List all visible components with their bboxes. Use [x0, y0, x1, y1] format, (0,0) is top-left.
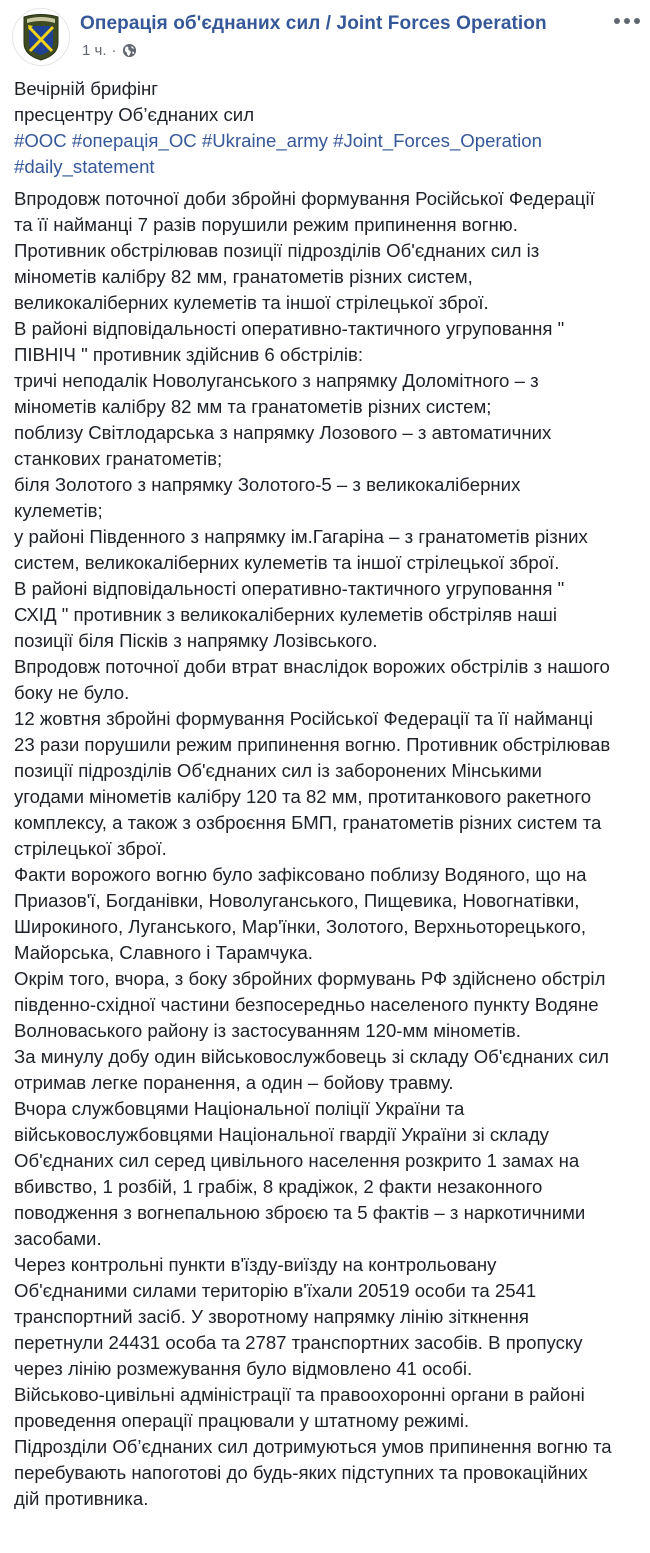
text-line: станкових гранатометів; — [14, 448, 223, 469]
text-line: позиції біля Пісків з напрямку Лозівського. — [14, 630, 378, 651]
post-timestamp[interactable]: 1 ч. — [82, 42, 107, 59]
more-dot-icon — [634, 18, 640, 24]
post-header — [0, 0, 650, 72]
text-line: Через контрольні пункти в'їзду-виїзду на контрольовану — [14, 1254, 497, 1275]
post-meta — [82, 42, 137, 59]
text-line: Волноваського району із застосуванням 120-мм мінометів. — [14, 1020, 521, 1041]
text-line: Вчора службовцями Національної поліції України та — [14, 1098, 465, 1119]
more-dot-icon — [624, 18, 630, 24]
text-line: Майорська, Славного і Тарамчука. — [14, 942, 313, 963]
post-intro — [14, 76, 636, 128]
text-line: у районі Південного з напрямку ім.Гагаріна – з гранатометів різних — [14, 526, 588, 547]
text-line: засобами. — [14, 1228, 102, 1249]
text-line: перетнули 24431 особа та 2787 транспортних засобів. В пропуску — [14, 1332, 583, 1353]
text-line: 23 рази порушили режим припинення вогню. Противник обстрілював — [14, 734, 611, 755]
hashtag-list — [14, 128, 636, 180]
text-line: проведення операції працювали у штатному режимі. — [14, 1410, 470, 1431]
page-avatar[interactable] — [12, 8, 70, 66]
text-line: В районі відповідальності оперативно-тактичного угруповання " — [14, 318, 565, 339]
text-line: Широкиного, Луганського, Мар'їнки, Золотого, Верхньоторецького, — [14, 916, 587, 937]
text-line: Окрім того, вчора, з боку збройних формувань РФ здійснено обстріл — [14, 968, 606, 989]
hashtag-line — [14, 128, 636, 154]
text-line: поблизу Світлодарська з напрямку Лозового – з автоматичних — [14, 422, 552, 443]
text-line: тричі неподалік Новолуганського з напрямку Доломітного – з — [14, 370, 539, 391]
post-statement-text — [14, 186, 636, 1512]
page-name-link[interactable]: Операція об'єднаних сил / Joint Forces Operation — [80, 13, 547, 34]
text-line: отримав легке поранення, а один – бойову травму. — [14, 1072, 454, 1093]
text-line: СХІД " противник з великокаліберних кулеметів обстріляв наші — [14, 604, 557, 625]
text-line: ПІВНІЧ " противник здійснив 6 обстрілів: — [14, 344, 364, 365]
text-line: поводження з вогнепальною зброєю та 5 фактів – з наркотичними — [14, 1202, 586, 1223]
text-line: боку не було. — [14, 682, 130, 703]
text-line: Об'єднаними силами територію в'їхали 20519 особи та 2541 — [14, 1280, 537, 1301]
globe-icon[interactable] — [122, 43, 137, 58]
text-line: За минулу добу один військовослужбовець зі складу Об'єднаних сил — [14, 1046, 609, 1067]
text-line: угодами мінометів калібру 120 та 82 мм, протитанкового ракетного — [14, 786, 592, 807]
text-line: Противник обстрілював позиції підрозділів Об'єднаних сил із — [14, 240, 540, 261]
intro-line: Вечірній брифінг — [14, 78, 159, 99]
hashtag-ooc[interactable]: #ООС — [14, 130, 67, 151]
text-line: перебувають напоготові до будь-яких підступних та провокаційних — [14, 1462, 588, 1483]
text-line: 12 жовтня збройні формування Російської Федерації та її найманці — [14, 708, 594, 729]
text-line: Об'єднаних сил серед цивільного населення розкрито 1 замах на — [14, 1150, 580, 1171]
text-line: мінометів калібру 82 мм, гранатометів різних систем, — [14, 266, 473, 287]
more-options-button[interactable] — [614, 14, 640, 28]
text-line: Приазов'ї, Богданівки, Новолуганського, Пищевика, Новогнатівки, — [14, 890, 580, 911]
intro-line: пресцентру Об’єднаних сил — [14, 104, 255, 125]
text-line: систем, великокаліберних кулеметів та іншої стрілецької зброї. — [14, 552, 560, 573]
text-line: В районі відповідальності оперативно-тактичного угруповання " — [14, 578, 565, 599]
text-line: великокаліберних кулеметів та іншої стрілецької зброї. — [14, 292, 489, 313]
text-line: транспортний засіб. У зворотному напрямку лінію зіткнення — [14, 1306, 529, 1327]
text-line: мінометів калібру 82 мм та гранатометів різних систем; — [14, 396, 492, 417]
text-line: та її найманці 7 разів порушили режим припинення вогню. — [14, 214, 518, 235]
text-line: позиції підрозділів Об'єднаних сил із заборонених Мінськими — [14, 760, 542, 781]
text-line: комплексу, а також з озброєння БМП, гранатометів різних систем та — [14, 812, 602, 833]
hashtag-line — [14, 154, 636, 180]
hashtag-operatsiia-os[interactable]: #операція_ОС — [71, 130, 197, 151]
text-line: військовослужбовцями Національної гвардії України зі складу — [14, 1124, 549, 1145]
text-line: через лінію розмежування було відмовлено 41 особі. — [14, 1358, 473, 1379]
text-line: Впродовж поточної доби втрат внаслідок ворожих обстрілів з нашого — [14, 656, 610, 677]
post-body — [0, 76, 650, 1512]
text-line: біля Золотого з напрямку Золотого-5 – з великокаліберних — [14, 474, 521, 495]
text-line: вбивство, 1 розбій, 1 грабіж, 8 крадіжок, 2 факти незаконного — [14, 1176, 543, 1197]
jfo-shield-emblem-icon — [21, 13, 61, 61]
meta-separator: · — [111, 42, 117, 59]
text-line: дій противника. — [14, 1488, 149, 1509]
text-line: Факти ворожого вогню було зафіксовано поблизу Водяного, що на — [14, 864, 587, 885]
hashtag-joint-forces-operation[interactable]: #Joint_Forces_Operation — [333, 130, 542, 151]
text-line: кулеметів; — [14, 500, 103, 521]
text-line: Впродовж поточної доби збройні формування Російської Федерації — [14, 188, 595, 209]
hashtag-daily-statement[interactable]: #daily_statement — [14, 156, 155, 177]
text-line: Військово-цивільні адміністрації та правоохоронні органи в районі — [14, 1384, 585, 1405]
text-line: південно-східної частини безпосередньо населеного пункту Водяне — [14, 994, 599, 1015]
text-line: стрілецької зброї. — [14, 838, 167, 859]
more-dot-icon — [614, 18, 620, 24]
hashtag-ukraine-army[interactable]: #Ukraine_army — [201, 130, 328, 151]
text-line: Підрозділи Об’єднаних сил дотримуються умов припинення вогню та — [14, 1436, 612, 1457]
